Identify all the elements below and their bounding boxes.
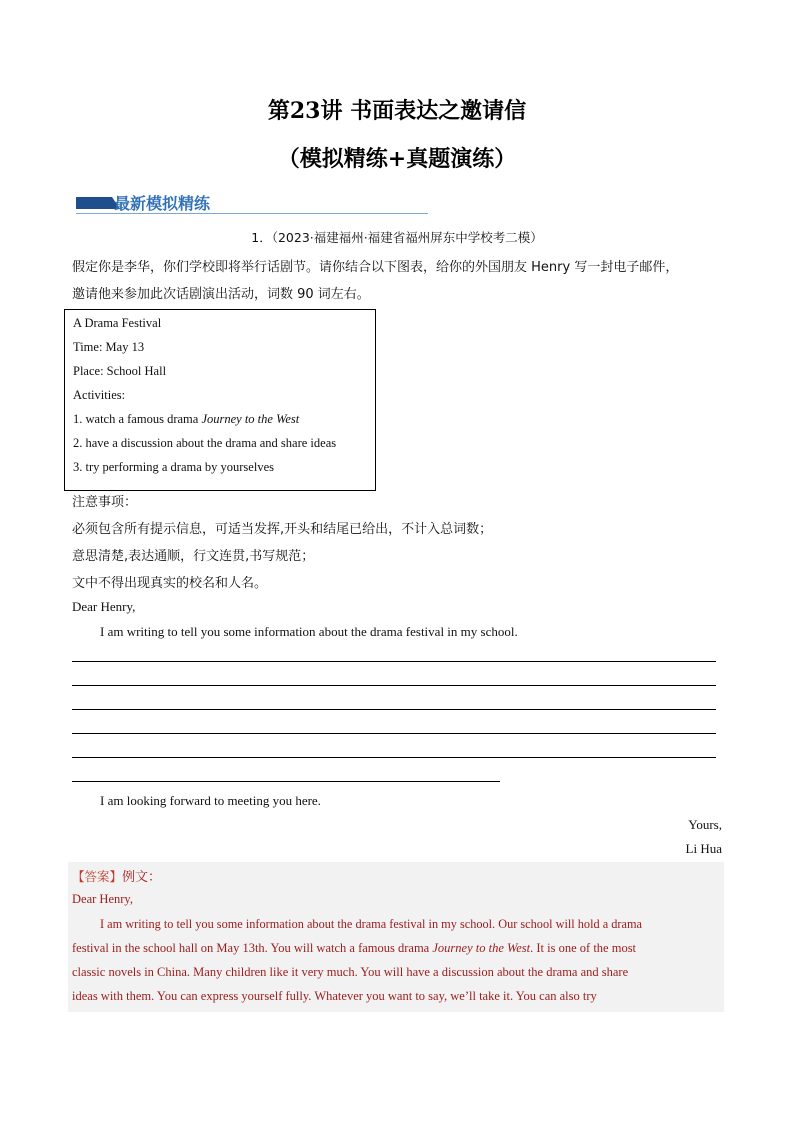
writing-line[interactable] [72, 733, 716, 734]
letter-closing: I am looking forward to meeting you here. [100, 793, 321, 808]
question-source: （2023·福建福州·福建省福州屏东中学校考二模） [271, 230, 543, 245]
section-bar-icon [76, 197, 112, 209]
answer-line-1: I am writing to tell you some information about the drama festival in my school. Our school will hold a drama [100, 917, 642, 931]
answer-line-2-suffix: . It is one of the most [530, 941, 637, 955]
section-heading: 最新模拟精练 [114, 194, 211, 213]
answer-line-3: classic novels in China. Many children like it very much. You will have a discussion about the drama and share [72, 965, 629, 979]
info-place: Place: School Hall [73, 364, 167, 378]
info-activity-1 [73, 412, 299, 427]
writing-line[interactable] [72, 709, 716, 710]
info-activities-label: Activities: [73, 388, 126, 402]
notes-line-3: 文中不得出现真实的校名和人名。 [72, 576, 268, 591]
question-header [0, 228, 794, 246]
letter-opening: I am writing to tell you some information about the drama festival in my school. [100, 624, 518, 639]
letter-yours: Yours, [688, 817, 722, 832]
info-title: A Drama Festival [73, 316, 162, 330]
writing-line[interactable] [72, 781, 500, 782]
question-prompt-line2: 邀请他来参加此次话剧演出活动，词数 90 词左右。 [72, 287, 370, 302]
writing-line[interactable] [72, 757, 716, 758]
writing-line[interactable] [72, 685, 716, 686]
info-activity-3: 3. try performing a drama by yourselves [73, 460, 274, 474]
answer-line-4: ideas with them. You can express yourself fully. Whatever you want to say, we’ll take it. You can also try [72, 989, 597, 1003]
answer-salutation: Dear Henry, [72, 892, 133, 906]
letter-salutation: Dear Henry, [72, 599, 136, 614]
answer-label: 例文： [122, 870, 162, 885]
letter-signature: Li Hua [685, 841, 722, 856]
section-underline [76, 213, 428, 214]
answer-line-2 [72, 941, 636, 956]
page-subtitle: （模拟精练+真题演练） [277, 146, 517, 172]
notes-line-2: 意思清楚,表达通顺，行文连贯,书写规范； [72, 549, 315, 564]
answer-tag: 【答案】 [72, 869, 123, 884]
info-box [64, 309, 376, 491]
writing-line[interactable] [72, 661, 716, 662]
answer-header [72, 866, 161, 885]
answer-line-2-prefix: festival in the school hall on May 13th. You will watch a famous drama [72, 941, 433, 955]
activity-1-text: 1. watch a famous drama [73, 412, 202, 426]
info-time: Time: May 13 [73, 340, 145, 354]
activity-1-title: Journey to the West [201, 412, 300, 426]
answer-line-2-title: Journey to the West [432, 941, 531, 955]
info-activity-2: 2. have a discussion about the drama and share ideas [73, 436, 337, 450]
question-number: 1． [251, 230, 272, 245]
notes-heading: 注意事项： [72, 495, 138, 510]
question-prompt-line1: 假定你是李华，你们学校即将举行话剧节。请你结合以下图表，给你的外国朋友 Henry 写一封电子邮件， [72, 260, 679, 275]
section-banner [76, 193, 428, 217]
notes-line-1: 必须包含所有提示信息，可适当发挥,开头和结尾已给出，不计入总词数； [72, 522, 493, 537]
page-title: 第23讲 书面表达之邀请信 [267, 98, 527, 124]
